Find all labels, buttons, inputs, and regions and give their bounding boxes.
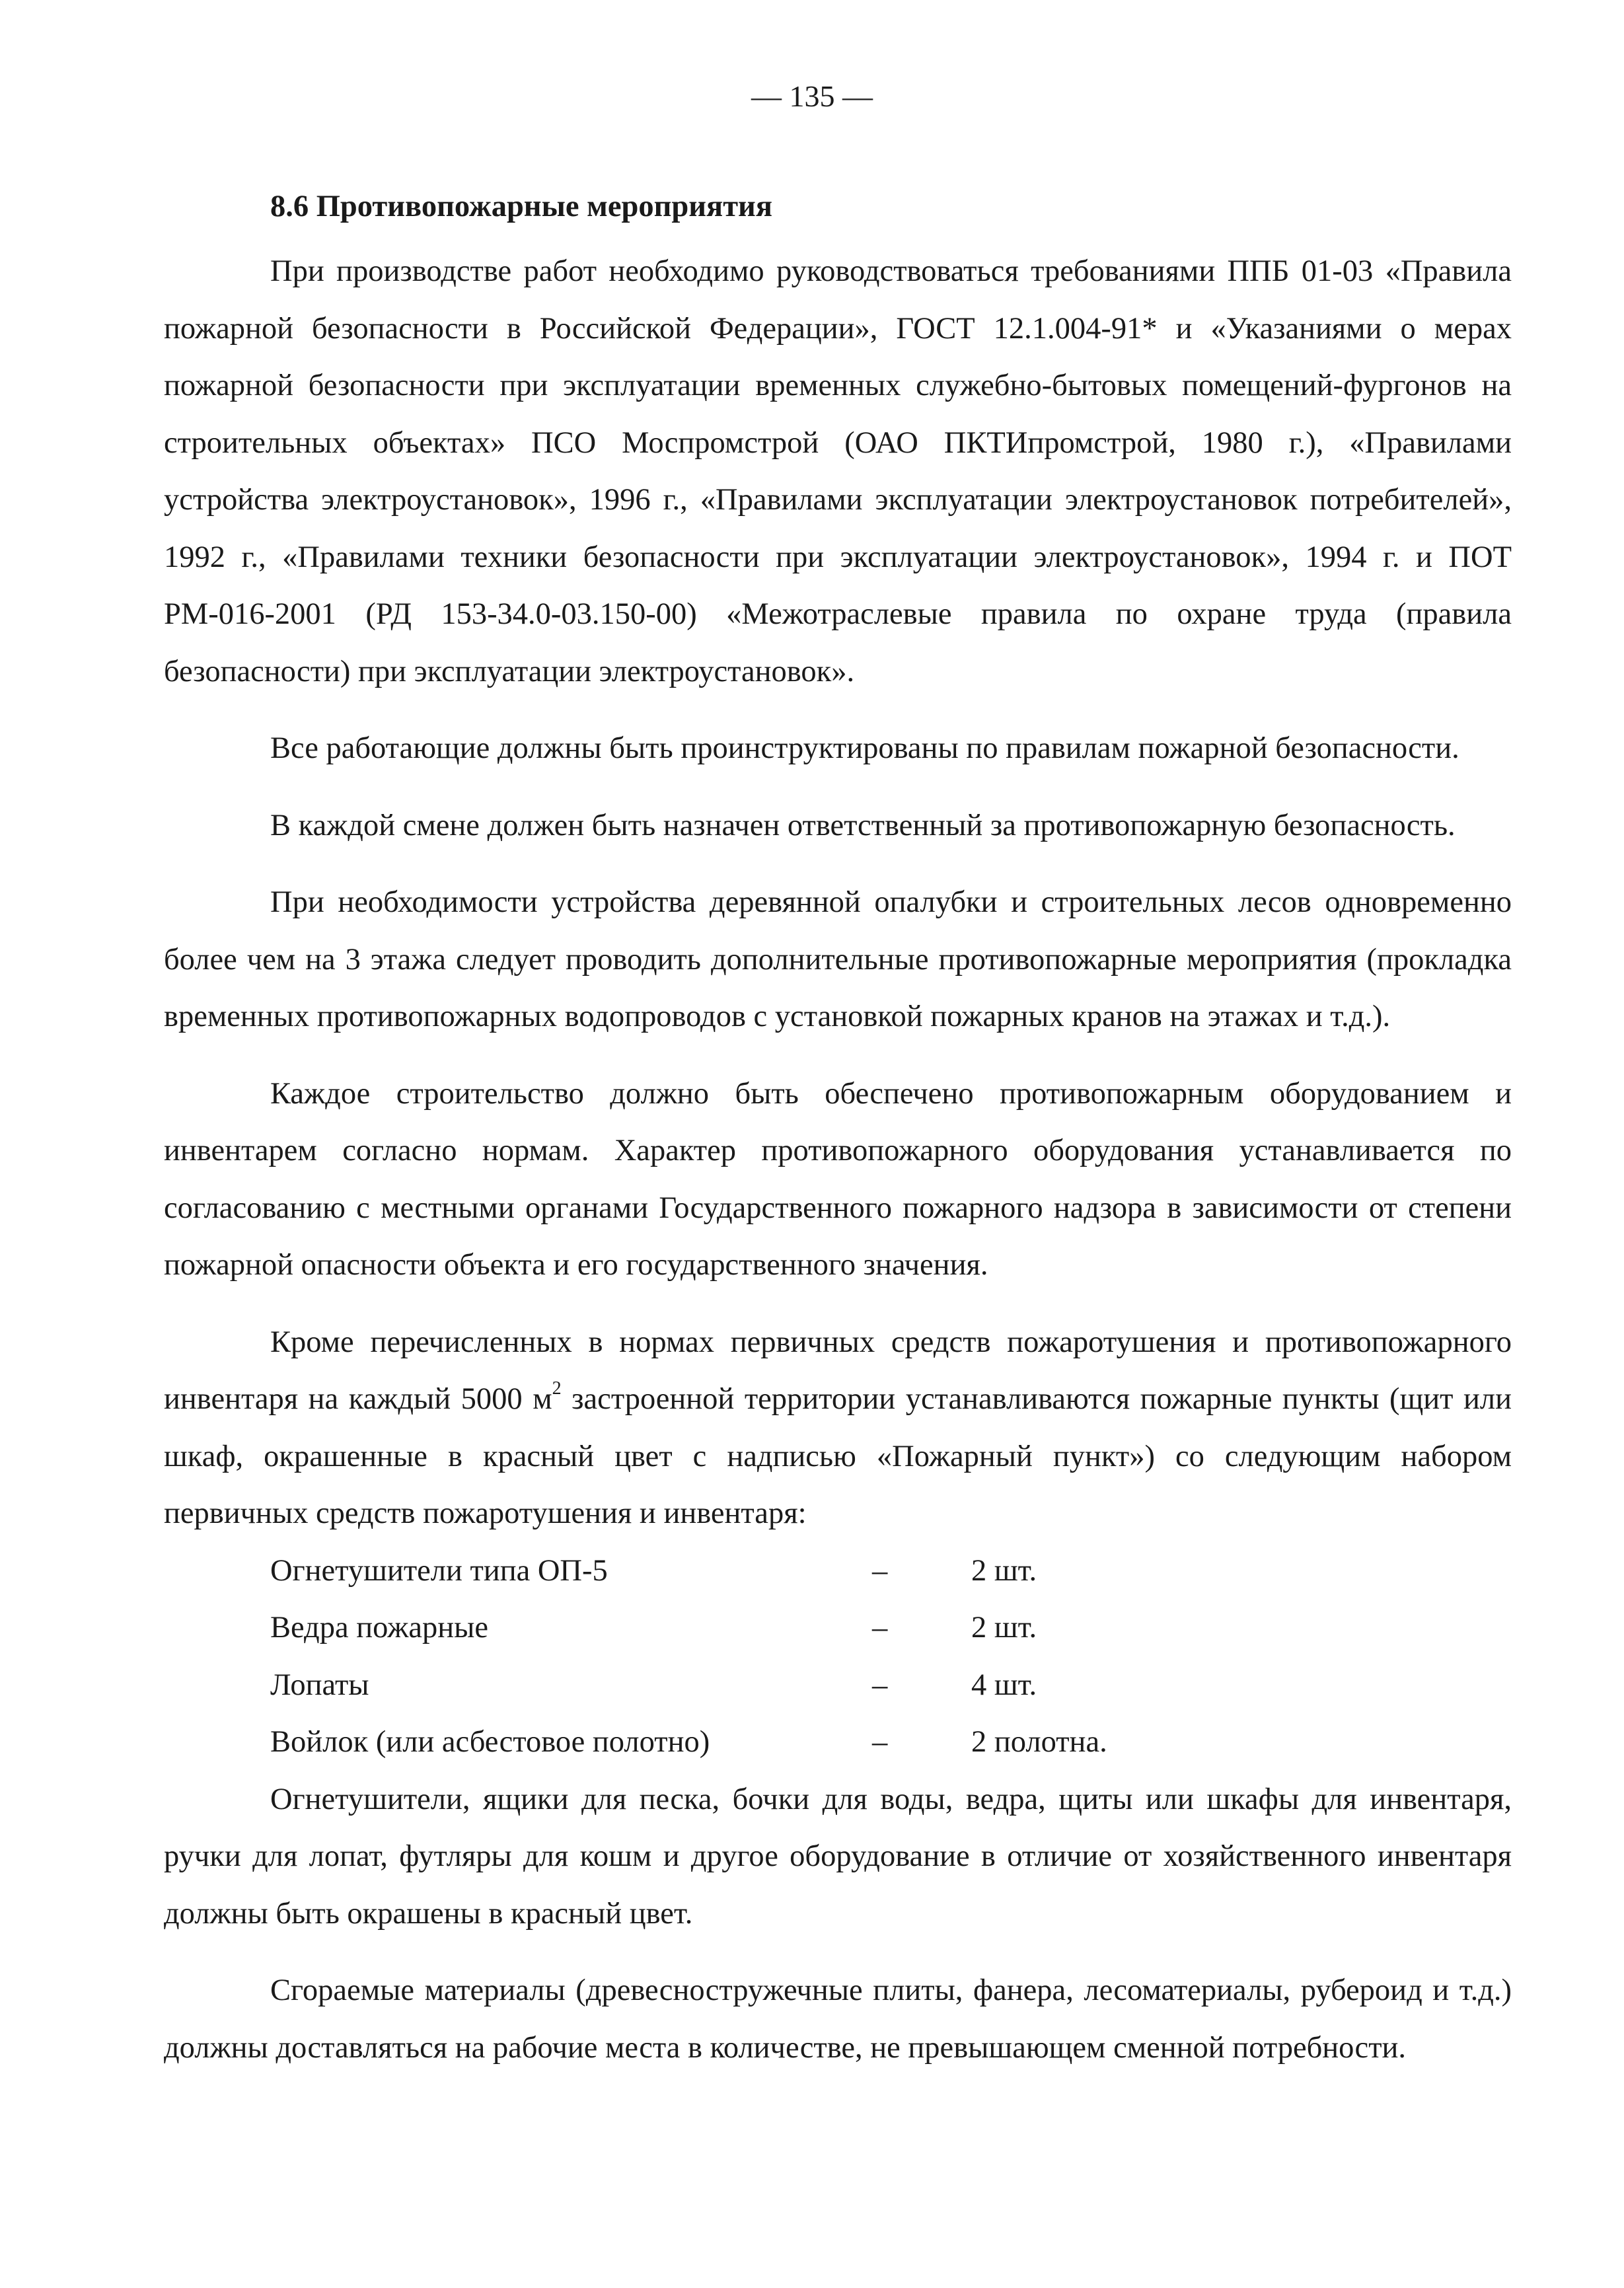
list-item <box>164 1714 1512 1771</box>
item-dash: – <box>872 1668 888 1702</box>
superscript-2: 2 <box>552 1378 562 1399</box>
paragraph-equipment: Каждое строительство должно быть обеспечено противопожарным оборудованием и инвентарем согласно нормам. Характер противопожарного оборудования устанавливается по согласованию с местными органами Государственного пожарного надзора в зависимости от степени пожарной опасности объекта и его государственного значения. <box>164 1076 1512 1282</box>
item-quantity: 2 шт. <box>971 1553 1037 1588</box>
paragraph-red-color: Огнетушители, ящики для песка, бочки для воды, ведра, щиты или шкафы для инвентаря, ручки для лопат, футляры для кошм и другое оборудование в отличие от хозяйственного инвентаря должны быть окрашены в красный цвет. <box>164 1782 1512 1931</box>
paragraph-responsible: В каждой смене должен быть назначен ответственный за противопожарную безопасность. <box>270 808 1456 842</box>
paragraph-fire-points <box>164 1314 1512 1543</box>
item-dash: – <box>872 1553 888 1588</box>
list-item <box>164 1657 1512 1715</box>
item-dash: – <box>872 1611 888 1644</box>
section-heading: 8.6 Противопожарные мероприятия <box>270 190 772 223</box>
page-content <box>164 178 1512 2077</box>
list-item <box>164 1600 1512 1657</box>
paragraph-regulations: При производстве работ необходимо руководствоваться требованиями ППБ 01-03 «Правила пожарной безопасности в Российской Федерации», ГОСТ 12.1.004-91* и «Указаниями о мерах пожарной безопасности при эксплуатации временных служебно-бытовых помещений-фургонов на строительных объектах» ПСО Моспромстрой (ОАО ПКТИпромстрой, 1980 г.), «Правилами устройства электроустановок», 1996 г., «Правилами эксплуатации электроустановок потребителей», 1992 г., «Правилами техники безопасности при эксплуатации электроустановок», 1994 г. и ПОТ РМ-016-2001 (РД 153-34.0-03.150-00) «Межотраслевые правила по охране труда (правила безопасности) при эксплуатации электроустановок». <box>164 254 1512 688</box>
item-name: Ведра пожарные <box>270 1611 488 1644</box>
item-quantity: 2 шт. <box>971 1611 1037 1644</box>
item-name: Огнетушители типа ОП-5 <box>270 1553 608 1588</box>
item-dash: – <box>872 1725 888 1759</box>
item-name: Лопаты <box>270 1668 369 1702</box>
item-quantity: 2 полотна. <box>971 1725 1107 1759</box>
list-item <box>164 1543 1512 1600</box>
paragraph-instruction: Все работающие должны быть проинструктированы по правилам пожарной безопасности. <box>270 731 1459 765</box>
fire-points-text-end: застроенной территории устанавливаются пожарные пункты (щит или шкаф, окрашенные в красный цвет с надписью «Пожарный пункт») со следующим набором первичных средств пожаротушения и инвентаря: <box>164 1382 1512 1530</box>
equipment-list <box>164 1543 1512 1771</box>
item-quantity: 4 шт. <box>971 1668 1037 1702</box>
paragraph-combustibles: Сгораемые материалы (древесностружечные плиты, фанера, лесоматериалы, рубероид и т.д.) должны доставляться на рабочие места в количестве, не превышающем сменной потребности. <box>164 1974 1512 2065</box>
fire-points-text-start: Кроме перечисленных в нормах первичных средств пожаротушения и противопожарного инвентаря на каждый 5000 м <box>164 1325 1512 1416</box>
item-name: Войлок (или асбестовое полотно) <box>270 1725 710 1759</box>
page-number: — 135 — <box>751 79 873 113</box>
paragraph-scaffolding: При необходимости устройства деревянной опалубки и строительных лесов одновременно более чем на 3 этажа следует проводить дополнительные противопожарные мероприятия (прокладка временных противопожарных водопроводов с установкой пожарных кранов на этажах и т.д.). <box>164 885 1512 1033</box>
